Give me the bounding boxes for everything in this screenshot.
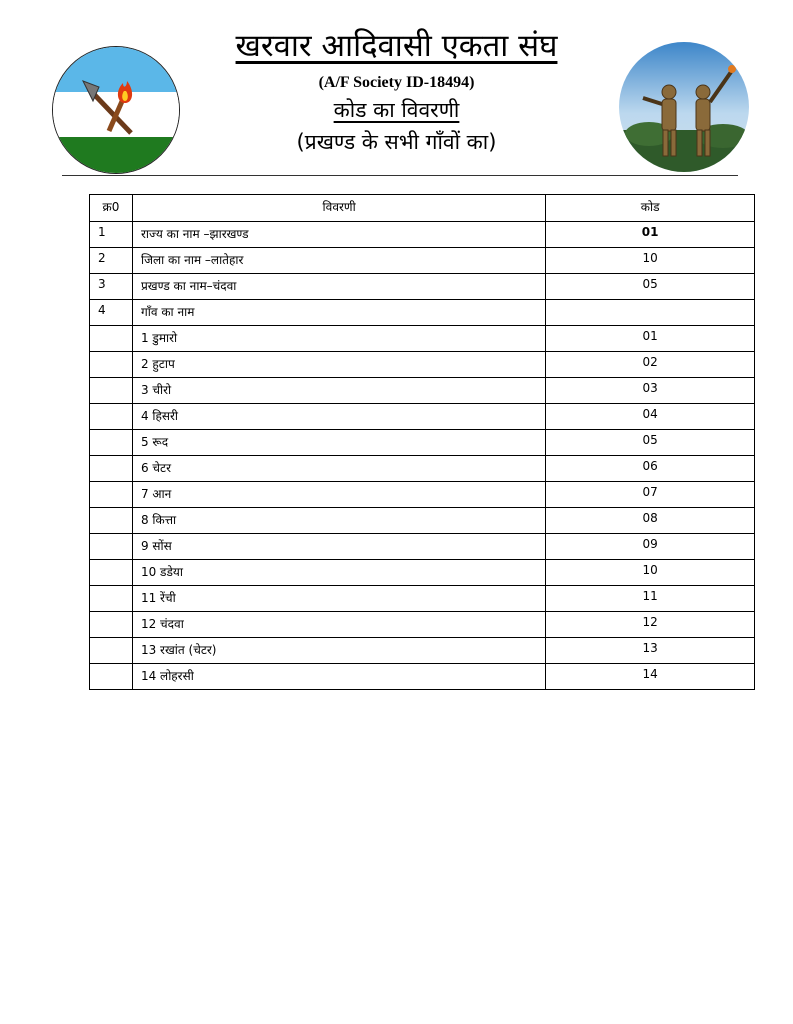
table-row [90,326,755,352]
row-code: 07 [546,482,755,508]
row-serial [90,378,133,404]
row-description: 13 रखांत (चेटर) [132,638,545,664]
row-serial [90,352,133,378]
table-row [90,482,755,508]
row-code: 03 [546,378,755,404]
row-serial [90,612,133,638]
row-description: राज्य का नाम –झारखण्ड [132,222,545,248]
row-code: 06 [546,456,755,482]
table-row [90,222,755,248]
table-row [90,586,755,612]
table-row [90,300,755,326]
row-serial [90,326,133,352]
row-code: 08 [546,508,755,534]
row-description: 2 हुटाप [132,352,545,378]
row-code: 10 [546,248,755,274]
row-code: 13 [546,638,755,664]
row-code: 01 [546,222,755,248]
header-description: विवरणी [132,195,545,222]
row-code: 04 [546,404,755,430]
row-serial [90,404,133,430]
header-code: कोड [546,195,755,222]
row-serial [90,482,133,508]
table-row [90,274,755,300]
organization-title: खरवार आदिवासी एकता संघ [235,28,558,64]
row-serial [90,560,133,586]
table-row [90,352,755,378]
row-description: 3 चीरो [132,378,545,404]
table-row [90,638,755,664]
row-serial [90,456,133,482]
row-serial [90,664,133,690]
row-serial [90,586,133,612]
row-description: 12 चंदवा [132,612,545,638]
table-row [90,508,755,534]
row-code: 01 [546,326,755,352]
code-table [89,194,755,690]
table-row [90,430,755,456]
row-description: 6 चेटर [132,456,545,482]
header-divider [62,175,738,176]
row-description: 9 सोंस [132,534,545,560]
row-code: 12 [546,612,755,638]
row-serial [90,508,133,534]
row-serial [90,430,133,456]
society-id: (A/F Society ID-18494) [318,74,475,91]
row-description: 5 रूद [132,430,545,456]
row-description: 10 डडेया [132,560,545,586]
table-row [90,612,755,638]
row-code: 02 [546,352,755,378]
row-serial [90,638,133,664]
row-description: जिला का नाम –लातेहार [132,248,545,274]
row-description: 14 लोहरसी [132,664,545,690]
row-code [546,300,755,326]
row-description: 4 हिसरी [132,404,545,430]
row-code: 05 [546,430,755,456]
row-code: 05 [546,274,755,300]
row-description: 8 कित्ता [132,508,545,534]
row-code: 09 [546,534,755,560]
table-row [90,534,755,560]
row-description: प्रखण्ड का नाम–चंदवा [132,274,545,300]
row-code: 14 [546,664,755,690]
row-description: 1 डुमारो [132,326,545,352]
document-scope: (प्रखण्ड के सभी गाँवों का) [296,130,497,154]
table-row [90,456,755,482]
table-header-row [90,195,755,222]
row-serial: 3 [90,274,133,300]
row-serial [90,534,133,560]
table-row [90,248,755,274]
row-serial: 1 [90,222,133,248]
row-description: 11 रेंची [132,586,545,612]
row-code: 10 [546,560,755,586]
table-row [90,404,755,430]
table-row [90,560,755,586]
table-row [90,378,755,404]
row-description: गाँव का नाम [132,300,545,326]
row-description: 7 आन [132,482,545,508]
header-serial: क्र0 [90,195,133,222]
row-code: 11 [546,586,755,612]
row-serial: 2 [90,248,133,274]
table-row [90,664,755,690]
row-serial: 4 [90,300,133,326]
document-subtitle: कोड का विवरणी [333,98,460,122]
